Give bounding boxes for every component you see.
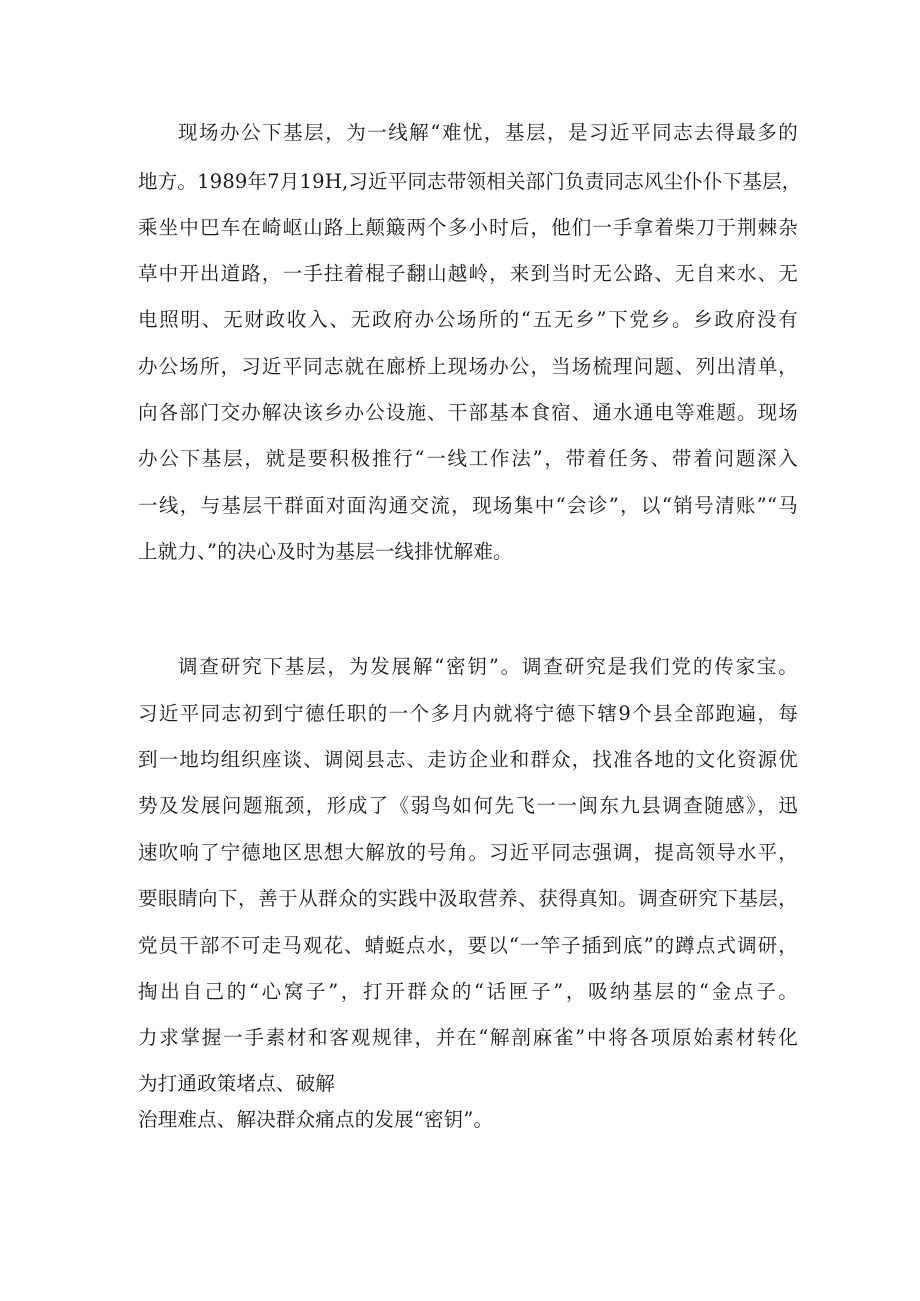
paragraph-line: 一线，与基层干群面对面沟通交流，现场集中“会诊”，以“销号清账”“马 (138, 494, 798, 517)
paragraph-line: 掏出自己的“心窝子”，打开群众的“话匣子”，吸纳基层的“金点子。 (138, 980, 798, 1003)
paragraph-line: 草中开出道路，一手拄着棍子翻山越岭，来到当时无公路、无自来水、无 (138, 262, 798, 285)
paragraph-line: 力求掌握一手素材和客观规律，并在“解剖麻雀”中将各项原始素材转化 (138, 1026, 798, 1049)
paragraph-line: 党员干部不可走马观花、蜻蜓点水，要以“一竿子插到底”的蹲点式调研， (138, 934, 798, 957)
paragraph-line: 为打通政策堵点、破解 (138, 1072, 336, 1095)
paragraph-line: 乘坐中巴车在崎岖山路上颠簸两个多小时后，他们一手拿着柴刀于荆棘杂 (138, 216, 798, 239)
paragraph-line: 到一地均组织座谈、调阅县志、走访企业和群众，找准各地的文化资源优 (138, 748, 798, 771)
paragraph-line: 办公场所，习近平同志就在廊桥上现场办公，当场梳理问题、列出清单， (138, 355, 798, 378)
paragraph-line: 办公下基层，就是要积极推行“一线工作法”，带着任务、带着问题深入 (138, 447, 798, 470)
paragraph-line: 速吹响了宁德地区思想大解放的号角。习近平同志强调，提高领导水平， (138, 841, 798, 864)
paragraph-line: 治理难点、解决群众痛点的发展“密钥”。 (138, 1108, 494, 1131)
paragraph-line: 向各部门交办解决该乡办公设施、干部基本食宿、通水通电等难题。现场 (138, 401, 798, 424)
paragraph-line: 上就力、”的决心及时为基层一线排忧解难。 (138, 540, 513, 563)
paragraph-line: 现场办公下基层，为一线解“难忧，基层，是习近平同志去得最多的 (178, 121, 798, 144)
paragraph-line: 调查研究下基层，为发展解“密钥”。调查研究是我们党的传家宝。 (178, 655, 798, 678)
paragraph-line: 要眼睛向下，善于从群众的实践中汲取营养、获得真知。调查研究下基层， (138, 887, 798, 910)
paragraph-line: 地方。1989年7月19H,习近平同志带领相关部门负责同志风尘仆仆下基层， (138, 170, 802, 193)
paragraph-line: 电照明、无财政收入、无政府办公场所的“五无乡”下党乡。乡政府没有 (138, 308, 798, 331)
paragraph-line: 习近平同志初到宁德任职的一个多月内就将宁德下辖9个县全部跑遍，每 (138, 702, 798, 725)
paragraph-line: 势及发展问题瓶颈，形成了《弱鸟如何先飞一一闽东九县调查随感》，迅 (138, 794, 798, 817)
